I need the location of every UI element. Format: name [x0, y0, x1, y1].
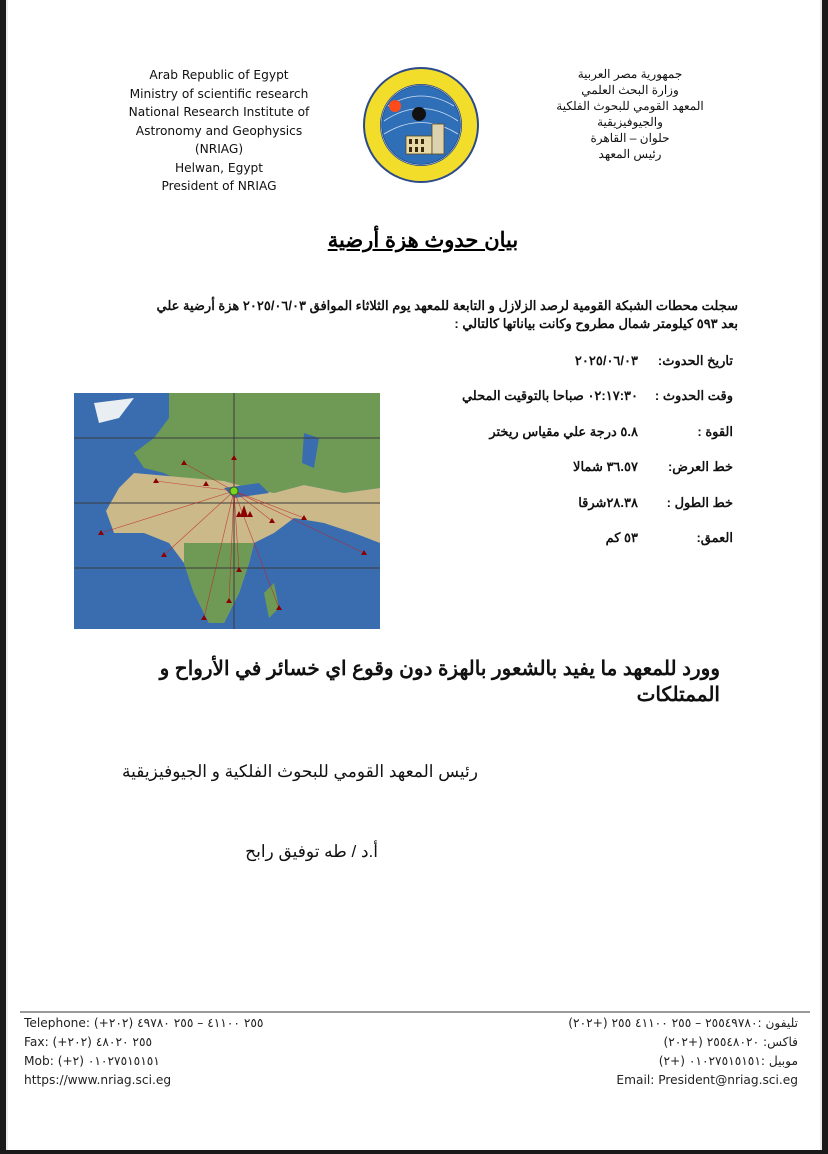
header-arabic-line: وزارة البحث العلمي [581, 83, 679, 97]
footer-telephone: Telephone: (+٢٠٢) ٢٥٥ ٤١١٠٠ – ٢٥٥ ٤٩٧٨٠ [24, 1016, 264, 1030]
fact-value: ٢٨.٣٨شرقا [578, 494, 638, 510]
header-english-line: National Research Institute of [128, 105, 310, 119]
header-english-line: Helwan, Egypt [174, 160, 264, 175]
intro-line: بعد ٥٩٣ كيلومتر شمال مطروح وكانت بياناتها كالتالي : [454, 316, 738, 331]
header-english [108, 66, 330, 196]
felt-report-line: وورد للمعهد ما يفيد بالشعور بالهزة دون وقوع اي خسائر في الأرواح و [159, 658, 720, 680]
document-title: بيان حدوث هزة أرضية [327, 229, 519, 252]
footer-email-link[interactable]: Email: President@nriag.sci.eg [616, 1073, 798, 1087]
nriag-seal-icon [362, 66, 480, 184]
felt-report-line: الممتلكات [636, 684, 720, 706]
fact-value: ٥٣ كم [605, 530, 638, 546]
footer-mobile: Mob: (+٢) ٠١٠٢٧٥١٥١٥١ [24, 1054, 160, 1068]
fact-value: ٥.٨ درجة علي مقياس ريختر [489, 423, 638, 439]
felt-report [100, 656, 720, 708]
header-english-line: President of NRIAG [161, 179, 277, 193]
fact-label: خط الطول : [666, 494, 733, 510]
footer-divider [20, 1011, 810, 1013]
fact-magnitude [388, 414, 733, 450]
footer-telephone-ar: تليفون :٢٥٥٤٩٧٨٠ – ٢٥٥ ٤١١٠٠ ٢٥٥ (+٢٠٢) [568, 1016, 798, 1030]
header-english-line: (NRIAG) [194, 142, 244, 156]
header-arabic [538, 66, 722, 162]
fact-label: تاريخ الحدوث: [657, 352, 733, 368]
fact-longitude [388, 485, 733, 521]
header-arabic-line: والجيوفيزيقية [597, 115, 663, 129]
footer-mobile-ar: موبيل :٠١٠٢٧٥١٥١٥١ (+٢) [658, 1054, 798, 1068]
fact-depth [388, 521, 733, 557]
signatory-name: أ.د / طه توفيق رابح [245, 842, 378, 861]
header-arabic-line: حلوان – القاهرة [590, 131, 670, 145]
header-english-line: Astronomy and Geophysics [135, 123, 303, 138]
fact-value: ٣٦.٥٧ شمالا [573, 459, 638, 475]
footer-website-link[interactable]: https://www.nriag.sci.eg [24, 1073, 172, 1087]
fact-label: العمق: [696, 530, 733, 546]
fact-date [388, 343, 733, 379]
header-arabic-line: المعهد القومي للبحوث الفلكية [556, 99, 704, 113]
earthquake-facts [388, 343, 733, 556]
intro-line: سجلت محطات الشبكة القومية لرصد الزلازل و التابعة للمعهد يوم الثلاثاء الموافق ٢٠٢٥/٠٦/٠٣ هزة أرضية علي [156, 298, 738, 313]
header-english-line: Arab Republic of Egypt [149, 68, 289, 82]
footer-english [24, 1014, 324, 1090]
header-arabic-line: جمهورية مصر العربية [577, 67, 683, 81]
signatory-title: رئيس المعهد القومي للبحوث الفلكية و الجيوفيزيقية [121, 762, 478, 781]
fact-label: خط العرض: [667, 459, 733, 475]
fact-latitude [388, 450, 733, 486]
footer-arabic [528, 1014, 798, 1090]
fact-label: القوة : [697, 423, 733, 439]
seismic-station-map [74, 393, 380, 629]
header-arabic-line: رئيس المعهد [598, 147, 662, 161]
fact-value: ٢٠٢٥/٠٦/٠٣ [574, 352, 638, 368]
footer-fax: Fax: (+٢٠٢) ٢٥٥ ٤٨٠٢٠ [24, 1035, 153, 1049]
intro-paragraph [106, 297, 738, 333]
fact-label: وقت الحدوث : [654, 388, 733, 404]
footer-fax-ar: فاكس: ٢٥٥٤٨٠٢٠ (+٢٠٢) [663, 1035, 798, 1049]
document-page [6, 0, 822, 1150]
header-english-line: Ministry of scientific research [129, 86, 309, 101]
fact-time [388, 379, 733, 415]
fact-value: ٠٢:١٧:٣٠ صباحا بالتوقيت المحلي [461, 388, 638, 404]
